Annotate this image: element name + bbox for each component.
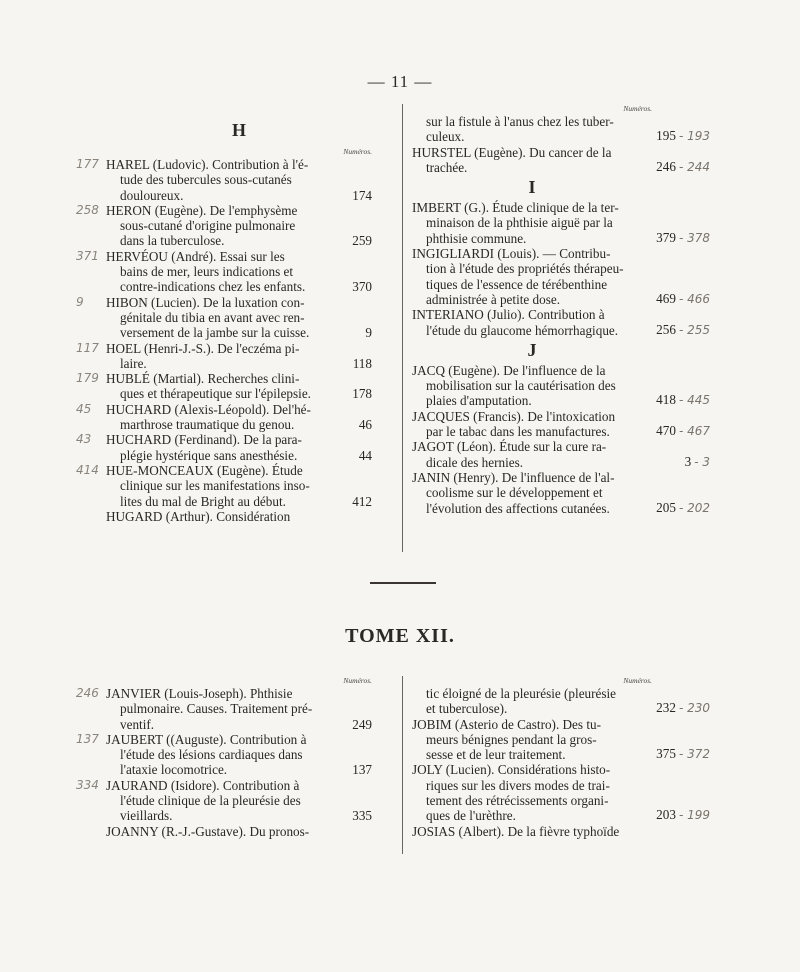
entry-list <box>76 157 372 524</box>
entry-text-line: minaison de la phthisie aiguë par la <box>426 215 613 231</box>
index-entry <box>412 307 710 338</box>
handwritten-annotation: - 466 <box>678 291 710 306</box>
entry-text-line: sous-cutané d'origine pulmonaire <box>120 218 296 234</box>
entry-text-line: contre-indications chez les enfants. <box>120 279 306 295</box>
entry-text-line: laire. <box>120 355 147 371</box>
entry-text-line: HIBON (Lucien). De la luxation con- <box>106 294 305 310</box>
entry-text-line: mobilisation sur la cautérisation des <box>426 378 616 394</box>
entry-number: 178 <box>352 386 372 402</box>
entry-number: 375 <box>656 746 676 762</box>
handwritten-annotation: 414 <box>76 462 99 477</box>
entry-text-line: coolisme sur le développement et <box>426 485 603 501</box>
entry-number: 232 <box>656 700 676 716</box>
entry-text-line: l'étude des lésions cardiaques dans <box>120 747 303 763</box>
handwritten-annotation: - 244 <box>678 159 710 174</box>
entry-text-line: HUCHARD (Ferdinand). De la para- <box>106 432 302 448</box>
entry-text-line: JAURAND (Isidore). Contribution à <box>106 777 300 793</box>
entry-text-line: administrée à petite dose. <box>426 291 561 307</box>
index-entry <box>412 716 710 763</box>
index-entry <box>76 777 372 824</box>
index-entry <box>106 509 372 524</box>
index-entry <box>412 469 710 516</box>
handwritten-annotation: 9 <box>76 294 84 309</box>
entry-text-line: JOLY (Lucien). Considérations histo- <box>412 762 611 778</box>
entry-text-line: HERON (Eugène). De l'emphysème <box>106 202 298 218</box>
entry-group <box>412 362 710 516</box>
entry-text-line: JOBIM (Asterio de Castro). Des tu- <box>412 716 601 732</box>
entry-text-line: génitale du tibia en avant avec ren- <box>120 309 305 325</box>
tome-title: TOME XII. <box>345 625 455 647</box>
handwritten-annotation: - 445 <box>678 393 710 408</box>
entry-text-line: trachée. <box>426 159 468 175</box>
index-entry <box>76 371 372 402</box>
index-entry <box>76 462 372 509</box>
handwritten-annotation: 334 <box>76 777 99 792</box>
handwritten-annotation: - 199 <box>678 808 710 823</box>
entry-text-line: l'ataxie locomotrice. <box>120 762 228 778</box>
section-letter-h: H <box>231 120 246 140</box>
numeros-heading: Numéros. <box>343 147 372 156</box>
handwritten-annotation: - 202 <box>678 500 710 515</box>
entry-text-line: JANVIER (Louis-Joseph). Phthisie <box>106 686 293 701</box>
handwritten-annotation: 117 <box>76 340 99 355</box>
entry-text-line: par le tabac dans les manufactures. <box>426 424 610 440</box>
entry-text-line: IMBERT (G.). Étude clinique de la ter- <box>412 200 619 216</box>
entry-text-line: l'étude du glaucome hémorrhagique. <box>426 322 619 338</box>
entry-text-line: phthisie commune. <box>426 230 527 246</box>
entry-text-line: ques et thérapeutique sur l'épilepsie. <box>120 386 311 402</box>
top-right-column <box>412 104 710 516</box>
entry-text-line: INTERIANO (Julio). Contribution à <box>412 307 605 323</box>
handwritten-annotation: - 467 <box>678 424 710 439</box>
handwritten-annotation: - 372 <box>678 747 710 762</box>
entry-number: 9 <box>365 325 372 341</box>
entry-number: 412 <box>352 493 372 509</box>
entry-number: 259 <box>352 233 372 249</box>
entry-number: 137 <box>352 762 372 778</box>
handwritten-annotation: 177 <box>76 157 99 171</box>
entry-number: 469 <box>656 290 676 306</box>
index-entry <box>76 340 372 372</box>
entry-number: 370 <box>352 279 372 295</box>
entry-text-line: culeux. <box>426 129 465 145</box>
handwritten-annotation: - 378 <box>678 230 710 245</box>
entry-text-line: JAUBERT ((Auguste). Contribution à <box>106 731 307 747</box>
entry-list <box>76 686 372 839</box>
entry-text-line: tic éloigné de la pleurésie (pleurésie <box>426 686 617 701</box>
entry-number: 256 <box>656 321 676 337</box>
entry-number: 174 <box>352 187 372 203</box>
entry-number: 418 <box>656 392 676 408</box>
entry-number: 46 <box>358 417 372 433</box>
handwritten-annotation: - 230 <box>678 701 710 716</box>
entry-text-line: lites du mal de Bright au début. <box>120 493 286 509</box>
entry-text-line: tiques de l'essence de térébenthine <box>426 276 608 292</box>
entry-number: 203 <box>656 807 676 823</box>
entry-number: 195 <box>656 128 676 144</box>
entry-text-line: tude des tubercules sous-cutanés <box>120 172 292 188</box>
index-entry <box>76 401 372 433</box>
section-letter-i: I <box>528 177 536 198</box>
entry-text-line: INGIGLIARDI (Louis). — Contribu- <box>412 246 611 262</box>
entry-text-line: clinique sur les manifestations inso- <box>120 478 310 494</box>
handwritten-annotation: 179 <box>76 371 99 386</box>
entry-text-line: bains de mer, leurs indications et <box>120 264 294 280</box>
index-entry <box>76 686 372 732</box>
entry-number: 205 <box>656 499 676 515</box>
entry-text-line: versement de la jambe sur la cuisse. <box>120 325 310 341</box>
entry-group <box>412 200 710 338</box>
entry-text-line: HUGARD (Arthur). Considération <box>106 508 291 524</box>
handwritten-annotation: 371 <box>76 248 99 263</box>
numeros-heading: Numéros. <box>343 676 372 685</box>
entry-text-line: meurs bénignes pendant la gros- <box>426 731 597 747</box>
entry-text-line: dans la tuberculose. <box>120 233 225 249</box>
entry-text-line: douloureux. <box>120 187 184 203</box>
numeros-heading: Numéros. <box>623 104 652 113</box>
handwritten-annotation: - 193 <box>678 129 710 144</box>
entry-text-line: sur la fistule à l'anus chez les tuber- <box>426 114 614 129</box>
entry-text-line: JOSIAS (Albert). De la fièvre typhoïde <box>412 823 620 839</box>
letter-groups <box>412 114 710 516</box>
handwritten-annotation: 246 <box>76 686 99 700</box>
entry-number: 470 <box>656 423 676 439</box>
entry-text-line: HUE-MONCEAUX (Eugène). Étude <box>106 462 303 478</box>
entry-text-line: plégie hystérique sans anesthésie. <box>120 447 298 463</box>
entry-text-line: pulmonaire. Causes. Traitement pré- <box>120 701 313 717</box>
entry-text-line: ques de l'urèthre. <box>426 808 516 824</box>
index-entry <box>412 762 710 824</box>
handwritten-annotation: 45 <box>76 401 92 416</box>
top-left-column <box>76 120 372 524</box>
index-entry <box>106 824 372 839</box>
entry-text-line: HOEL (Henri-J.-S.). De l'eczéma pi- <box>106 340 300 356</box>
entry-text-line: HAREL (Ludovic). Contribution à l'é- <box>106 157 309 172</box>
entry-text-line: l'étude clinique de la pleurésie des <box>120 793 301 809</box>
entry-number: 118 <box>352 355 372 371</box>
entry-text-line: l'évolution des affections cutanées. <box>426 500 610 516</box>
entry-text-line: sesse et de leur traitement. <box>426 747 566 763</box>
entry-text-line: HERVÉOU (André). Essai sur les <box>106 248 285 264</box>
handwritten-annotation: 43 <box>76 432 92 447</box>
entry-text-line: marthrose traumatique du genou. <box>120 417 295 433</box>
index-entry <box>412 362 710 409</box>
entry-number: 335 <box>352 808 372 824</box>
entry-number: 379 <box>656 229 676 245</box>
section-letter-j: J <box>527 339 537 360</box>
entry-text-line: tement des rétrécissements organi- <box>426 793 609 809</box>
column-divider-bottom <box>402 676 403 854</box>
entry-number: 246 <box>656 158 676 174</box>
index-entry <box>412 686 710 717</box>
numeros-heading: Numéros. <box>623 676 652 685</box>
index-entry <box>412 200 710 246</box>
index-entry <box>76 294 372 341</box>
handwritten-annotation: 137 <box>76 731 99 746</box>
entry-list <box>412 686 710 839</box>
handwritten-annotation: 258 <box>76 202 99 217</box>
entry-group <box>412 114 710 175</box>
index-entry <box>76 731 372 778</box>
entry-number: 3 <box>684 453 692 469</box>
entry-text-line: HUCHARD (Alexis-Léopold). Del'hé- <box>106 401 311 417</box>
page-number: — 11 — <box>367 72 433 91</box>
entry-text-line: JANIN (Henry). De l'influence de l'al- <box>412 469 615 485</box>
entry-text-line: plaies d'amputation. <box>426 393 532 409</box>
entry-text-line: riques sur les divers modes de trai- <box>426 777 610 793</box>
index-entry <box>412 114 710 145</box>
entry-text-line: JOANNY (R.-J.-Gustave). Du pronos- <box>106 823 310 839</box>
index-entry <box>412 408 710 440</box>
index-entry <box>76 202 372 249</box>
entry-text-line: HURSTEL (Eugène). Du cancer de la <box>412 144 612 160</box>
bottom-right-column <box>412 676 710 839</box>
index-entry <box>412 246 710 307</box>
index-entry <box>76 157 372 203</box>
entry-text-line: JACQUES (Francis). De l'intoxication <box>412 408 616 424</box>
handwritten-annotation: - 3 <box>694 454 710 469</box>
index-entry <box>76 248 372 295</box>
entry-text-line: dicale des hernies. <box>426 454 524 470</box>
entry-number: 249 <box>352 716 372 732</box>
entry-text-line: JAGOT (Léon). Étude sur la cure ra- <box>412 439 607 455</box>
entry-text-line: vieillards. <box>120 808 173 824</box>
index-entry <box>412 144 710 176</box>
entry-text-line: ventif. <box>120 716 155 732</box>
column-divider-top <box>402 104 403 552</box>
entry-text-line: JACQ (Eugène). De l'influence de la <box>412 362 606 378</box>
index-entry <box>412 824 652 839</box>
handwritten-annotation: - 255 <box>678 322 710 337</box>
entry-number: 44 <box>358 447 372 463</box>
section-divider <box>370 582 436 584</box>
index-entry <box>76 432 372 463</box>
entry-text-line: et tuberculose). <box>426 701 508 717</box>
index-entry <box>412 439 710 470</box>
entry-text-line: tion à l'étude des propriétés thérapeu- <box>426 261 624 277</box>
bottom-left-column <box>76 676 372 839</box>
entry-text-line: HUBLÉ (Martial). Recherches clini- <box>106 371 300 387</box>
